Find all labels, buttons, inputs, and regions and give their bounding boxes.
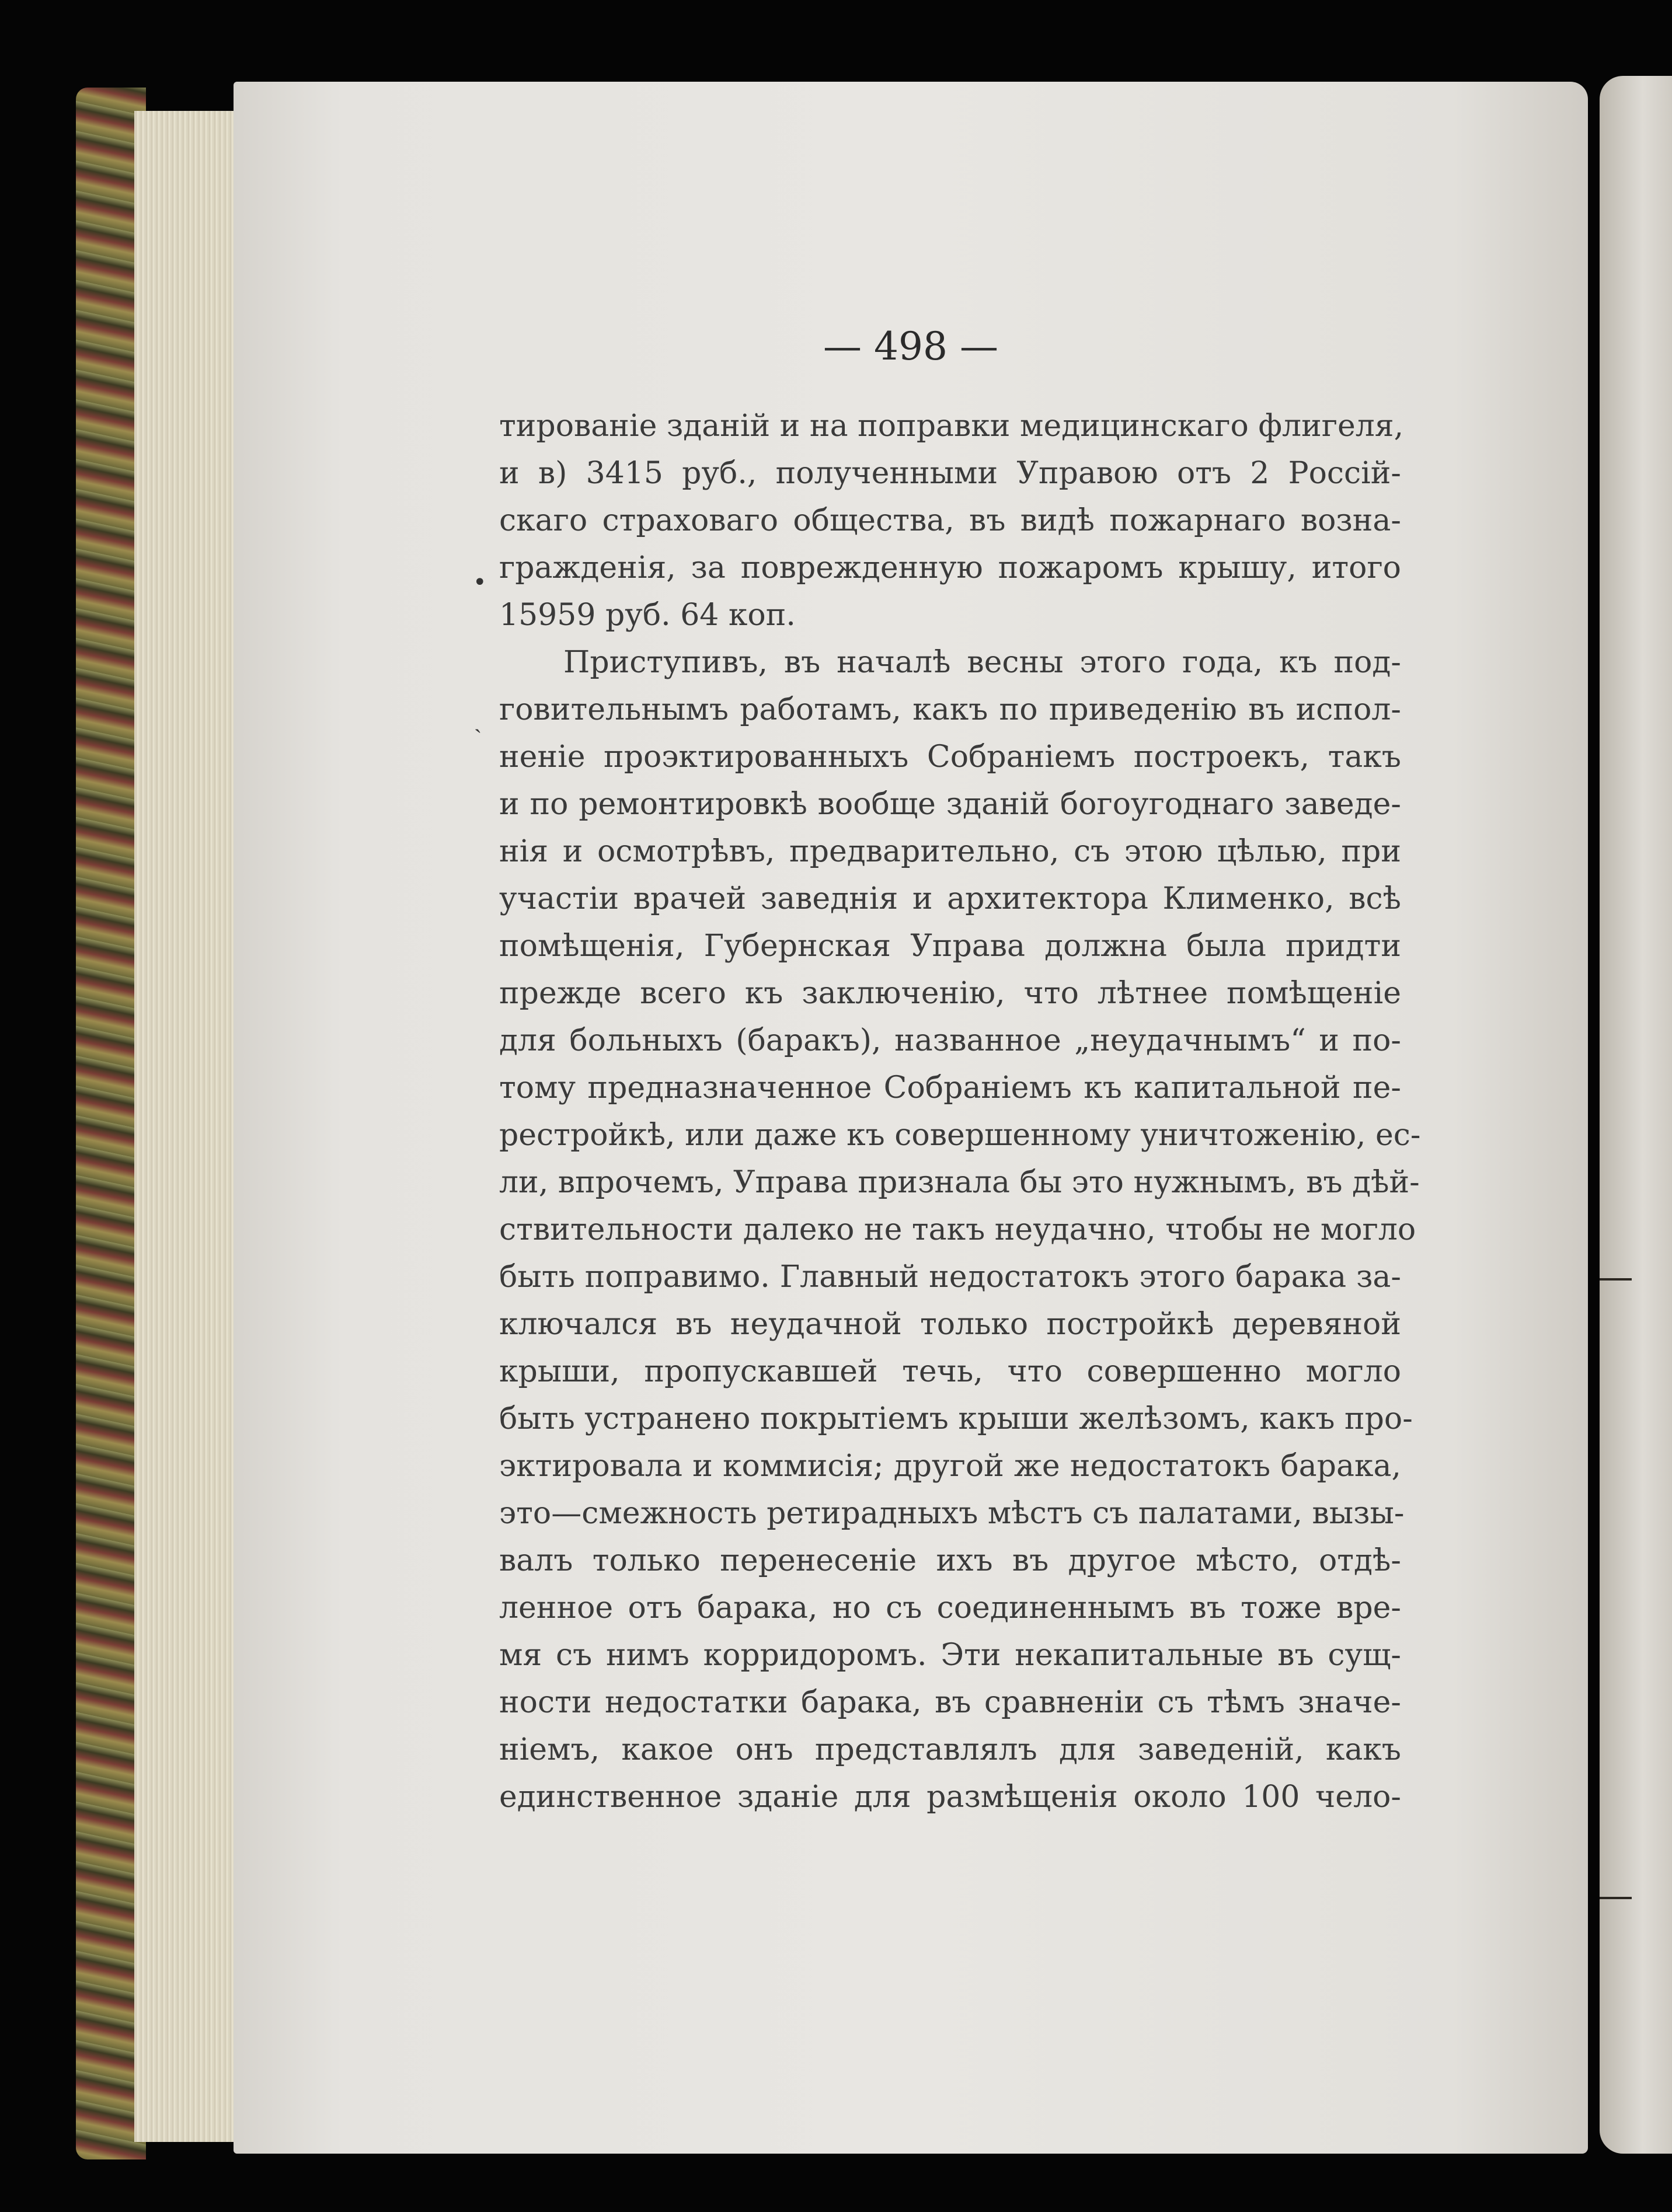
- page-number: — 498 —: [823, 324, 998, 369]
- text-line: рестройкѣ, или даже къ совершенному уничтоженію, ес-: [499, 1118, 1421, 1153]
- text-line: неніе проэктированныхъ Собраніемъ построекъ, такъ: [499, 739, 1401, 774]
- margin-tick: ˎ: [474, 707, 482, 734]
- text-line: для больныхъ (баракъ), названное „неудачнымъ“ и по-: [499, 1023, 1401, 1058]
- text-line: мя съ нимъ корридоромъ. Эти некапитальные въ сущ-: [499, 1638, 1401, 1673]
- page-tab-marker: [1600, 1897, 1632, 1899]
- text-line: участіи врачей заведнія и архитектора Клименко, всѣ: [499, 881, 1401, 916]
- text-line: и в) 3415 руб., полученными Управою отъ 2 Россій-: [499, 456, 1401, 491]
- text-line: прежде всего къ заключенію, что лѣтнее помѣщеніе: [499, 976, 1401, 1011]
- text-line: и по ремонтировкѣ вообще зданій богоугоднаго заведе-: [499, 787, 1401, 822]
- text-line: валъ только перенесеніе ихъ въ другое мѣсто, отдѣ-: [499, 1543, 1401, 1578]
- text-line: говительнымъ работамъ, какъ по приведенію въ испол-: [499, 692, 1401, 727]
- text-line: быть устранено покрытіемъ крыши желѣзомъ, какъ про-: [499, 1401, 1413, 1436]
- text-line: скаго страховаго общества, въ видѣ пожарнаго возна-: [499, 503, 1401, 538]
- text-line: единственное зданіе для размѣщенія около 100 чело-: [499, 1780, 1401, 1815]
- text-line: нія и осмотрѣвъ, предварительно, съ этою цѣлью, при: [499, 834, 1401, 869]
- text-line: это—смежность ретирадныхъ мѣстъ съ палатами, вызы-: [499, 1496, 1405, 1531]
- facing-page-edge: [1600, 76, 1672, 2154]
- paragraph-start-line: Приступивъ, въ началѣ весны этого года, къ под-: [563, 645, 1401, 680]
- text-line: тому предназначенное Собраніемъ къ капитальной пе-: [499, 1070, 1401, 1105]
- text-line: ніемъ, какое онъ представлялъ для заведеній, какъ: [499, 1732, 1401, 1767]
- text-line: крыши, пропускавшей течь, что совершенно могло: [499, 1354, 1401, 1389]
- text-line: ности недостатки барака, въ сравненіи съ тѣмъ значе-: [499, 1685, 1401, 1720]
- text-line: быть поправимо. Главный недостатокъ этого барака за-: [499, 1259, 1401, 1295]
- text-line: тированіе зданій и на поправки медицинскаго флигеля,: [499, 409, 1404, 444]
- text-line: помѣщенія, Губернская Управа должна была придти: [499, 929, 1401, 964]
- margin-dot: •: [473, 569, 487, 596]
- text-line: 15959 руб. 64 коп.: [499, 598, 796, 633]
- text-line: ли, впрочемъ, Управа признала бы это нужнымъ, въ дѣй-: [499, 1165, 1420, 1200]
- text-line: ключался въ неудачной только постройкѣ деревяной: [499, 1307, 1401, 1342]
- body-text: [499, 403, 1421, 1821]
- text-line: ленное отъ барака, но съ соединеннымъ въ тоже вре-: [499, 1590, 1401, 1625]
- text-line: гражденія, за поврежденную пожаромъ крышу, итого: [499, 550, 1401, 585]
- text-line: эктировала и коммисія; другой же недостатокъ барака,: [499, 1449, 1401, 1484]
- text-line: ствительности далеко не такъ неудачно, чтобы не могло: [499, 1212, 1416, 1247]
- page-tab-marker: [1600, 1278, 1632, 1281]
